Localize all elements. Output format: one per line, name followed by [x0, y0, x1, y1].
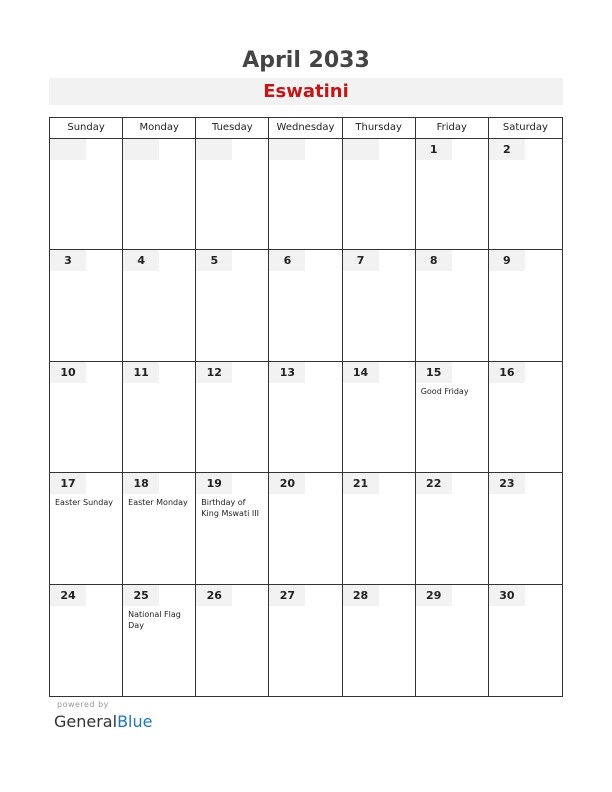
day-cell-29[interactable] — [416, 585, 489, 696]
day-number — [269, 139, 305, 160]
brand-name-part1: General — [54, 712, 118, 731]
day-cell-24[interactable] — [50, 585, 123, 696]
calendar-grid — [49, 117, 563, 697]
day-cell-2[interactable] — [489, 139, 562, 250]
empty-day-cell[interactable] — [269, 139, 342, 250]
day-cell-28[interactable] — [343, 585, 416, 696]
day-number: 9 — [489, 250, 525, 271]
day-cell-18[interactable] — [123, 473, 196, 584]
day-number: 20 — [269, 473, 305, 494]
day-cell-1[interactable] — [416, 139, 489, 250]
holiday-label: National Flag Day — [128, 609, 181, 630]
day-number: 18 — [123, 473, 159, 494]
day-cell-17[interactable] — [50, 473, 123, 584]
day-cell-21[interactable] — [343, 473, 416, 584]
day-number: 15 — [416, 362, 452, 383]
day-number — [196, 139, 232, 160]
day-number: 16 — [489, 362, 525, 383]
day-number: 10 — [50, 362, 86, 383]
day-number: 19 — [196, 473, 232, 494]
day-cell-26[interactable] — [196, 585, 269, 696]
day-number: 8 — [416, 250, 452, 271]
day-number: 1 — [416, 139, 452, 160]
holiday-label: Easter Monday — [128, 498, 188, 508]
day-cell-11[interactable] — [123, 362, 196, 473]
weekday-header-wednesday: Wednesday — [269, 118, 342, 139]
day-cell-15[interactable] — [416, 362, 489, 473]
day-number: 11 — [123, 362, 159, 383]
day-number: 14 — [343, 362, 379, 383]
empty-day-cell[interactable] — [343, 139, 416, 250]
day-cell-8[interactable] — [416, 250, 489, 361]
day-number: 26 — [196, 585, 232, 606]
day-number: 17 — [50, 473, 86, 494]
day-cell-25[interactable] — [123, 585, 196, 696]
day-number: 5 — [196, 250, 232, 271]
day-cell-30[interactable] — [489, 585, 562, 696]
empty-day-cell[interactable] — [123, 139, 196, 250]
day-number: 2 — [489, 139, 525, 160]
day-cell-9[interactable] — [489, 250, 562, 361]
weekday-header-sunday: Sunday — [50, 118, 123, 139]
day-cell-22[interactable] — [416, 473, 489, 584]
day-number — [50, 139, 86, 160]
day-number: 30 — [489, 585, 525, 606]
day-number: 3 — [50, 250, 86, 271]
day-cell-14[interactable] — [343, 362, 416, 473]
weekday-header-saturday: Saturday — [489, 118, 562, 139]
empty-day-cell[interactable] — [50, 139, 123, 250]
day-cell-10[interactable] — [50, 362, 123, 473]
day-number: 29 — [416, 585, 452, 606]
day-cell-12[interactable] — [196, 362, 269, 473]
day-number: 13 — [269, 362, 305, 383]
brand-name-part2: Blue — [117, 712, 153, 731]
day-number: 27 — [269, 585, 305, 606]
brand-logo[interactable] — [54, 712, 152, 731]
weekday-header-monday: Monday — [123, 118, 196, 139]
holiday-label: Birthday of King Mswati III — [201, 498, 259, 519]
day-number: 21 — [343, 473, 379, 494]
day-cell-16[interactable] — [489, 362, 562, 473]
country-banner: Eswatini — [49, 78, 563, 105]
calendar-title: April 2033 — [242, 48, 370, 73]
day-number — [343, 139, 379, 160]
day-cell-3[interactable] — [50, 250, 123, 361]
day-cell-20[interactable] — [269, 473, 342, 584]
day-number: 6 — [269, 250, 305, 271]
day-number: 28 — [343, 585, 379, 606]
holiday-label: Easter Sunday — [55, 498, 113, 508]
day-number: 24 — [50, 585, 86, 606]
day-cell-5[interactable] — [196, 250, 269, 361]
day-cell-4[interactable] — [123, 250, 196, 361]
day-number: 23 — [489, 473, 525, 494]
day-cell-6[interactable] — [269, 250, 342, 361]
powered-by-text: powered by — [57, 700, 109, 709]
day-number: 22 — [416, 473, 452, 494]
weekday-header-friday: Friday — [416, 118, 489, 139]
day-cell-13[interactable] — [269, 362, 342, 473]
holiday-label: Good Friday — [420, 386, 469, 396]
day-cell-7[interactable] — [343, 250, 416, 361]
day-cell-23[interactable] — [489, 473, 562, 584]
weekday-header-thursday: Thursday — [343, 118, 416, 139]
day-number: 12 — [196, 362, 232, 383]
day-cell-19[interactable] — [196, 473, 269, 584]
day-number: 7 — [343, 250, 379, 271]
empty-day-cell[interactable] — [196, 139, 269, 250]
day-number — [123, 139, 159, 160]
day-number: 4 — [123, 250, 159, 271]
day-cell-27[interactable] — [269, 585, 342, 696]
day-number: 25 — [123, 585, 159, 606]
weekday-header-tuesday: Tuesday — [196, 118, 269, 139]
